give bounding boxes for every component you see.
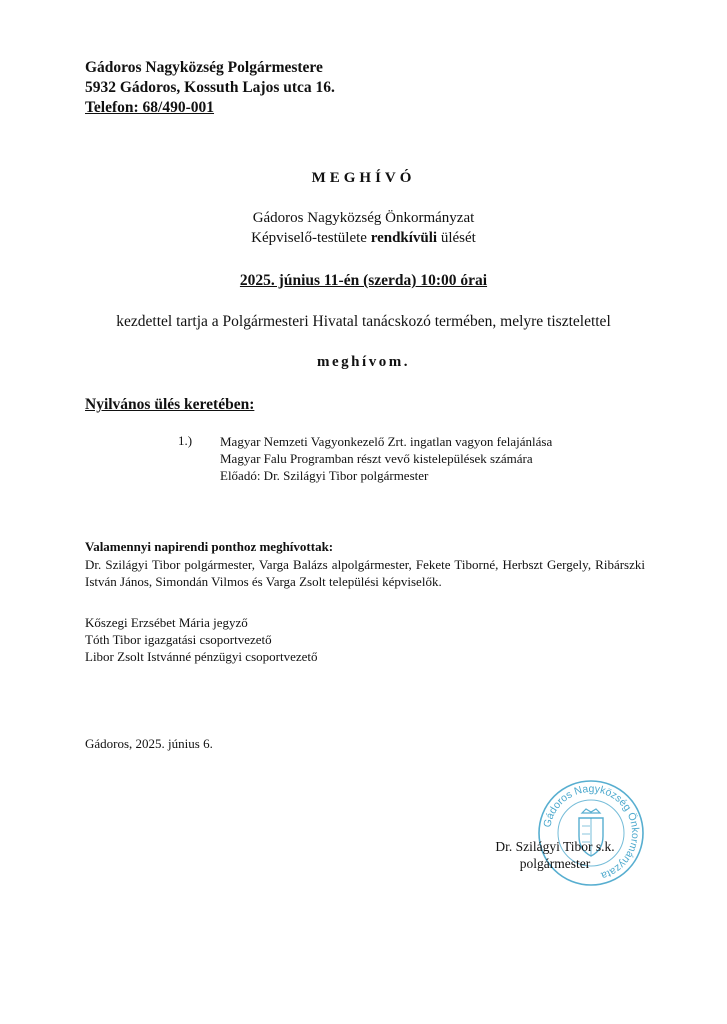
staff-list [85, 614, 318, 665]
section-title: Nyilvános ülés keretében: [85, 396, 255, 413]
agenda-item-presenter: Előadó: Dr. Szilágyi Tibor polgármester [220, 468, 429, 483]
invite-word: meghívom. [317, 354, 410, 370]
letterhead [85, 58, 335, 118]
meeting-date: 2025. június 11-én (szerda) 10:00 órai [239, 272, 488, 289]
subtitle-line2 [0, 228, 727, 248]
subtitle-line2-prefix: Képviselő-testülete [251, 230, 371, 246]
invitees-list: Dr. Szilágyi Tibor polgármester, Varga Balázs alpolgármester, Fekete Tiborné, Herbszt Gergely, Ribárszki István János, Simondán Vilmos és Varga Zsolt települési képviselők. [85, 557, 645, 589]
signature-name: Dr. Szilágyi Tibor s.k. [495, 839, 615, 854]
staff-item: Tóth Tibor igazgatási csoportvezető [85, 632, 272, 647]
subtitle-emphasis: rendkívüli [370, 230, 438, 246]
agenda-item-line: Magyar Falu Programban részt vevő kistelepülések számára [220, 451, 533, 466]
signature-block [470, 838, 640, 872]
agenda-item-line: Magyar Nemzeti Vagyonkezelő Zrt. ingatlan vagyon felajánlása [220, 434, 553, 449]
subtitle-line1: Gádoros Nagyközség Önkormányzat [252, 210, 475, 226]
staff-item: Kőszegi Erzsébet Mária jegyző [85, 615, 248, 630]
agenda-item [220, 433, 552, 484]
stamp-text: Gádoros Nagyközség Önkormányzata [541, 782, 642, 882]
document-title: MEGHÍVÓ [311, 170, 416, 186]
letterhead-office: Gádoros Nagyközség Polgármestere [85, 59, 323, 76]
agenda-item-number: 1.) [178, 433, 193, 448]
subtitle-line2-suffix: ülését [437, 230, 476, 246]
subtitle [0, 208, 727, 248]
intro-text: kezdettel tartja a Polgármesteri Hivatal tanácskozó termében, melyre tisztelettel [116, 313, 611, 330]
invitees-heading: Valamennyi napirendi ponthoz meghívottak: [85, 539, 334, 554]
letterhead-phone: Telefon: 68/490-001 [85, 99, 215, 116]
place-date: Gádoros, 2025. június 6. [85, 736, 213, 751]
staff-item: Libor Zsolt Istvánné pénzügyi csoportvezető [85, 649, 318, 664]
letterhead-address: 5932 Gádoros, Kossuth Lajos utca 16. [85, 79, 335, 96]
signature-role: polgármester [519, 856, 591, 871]
